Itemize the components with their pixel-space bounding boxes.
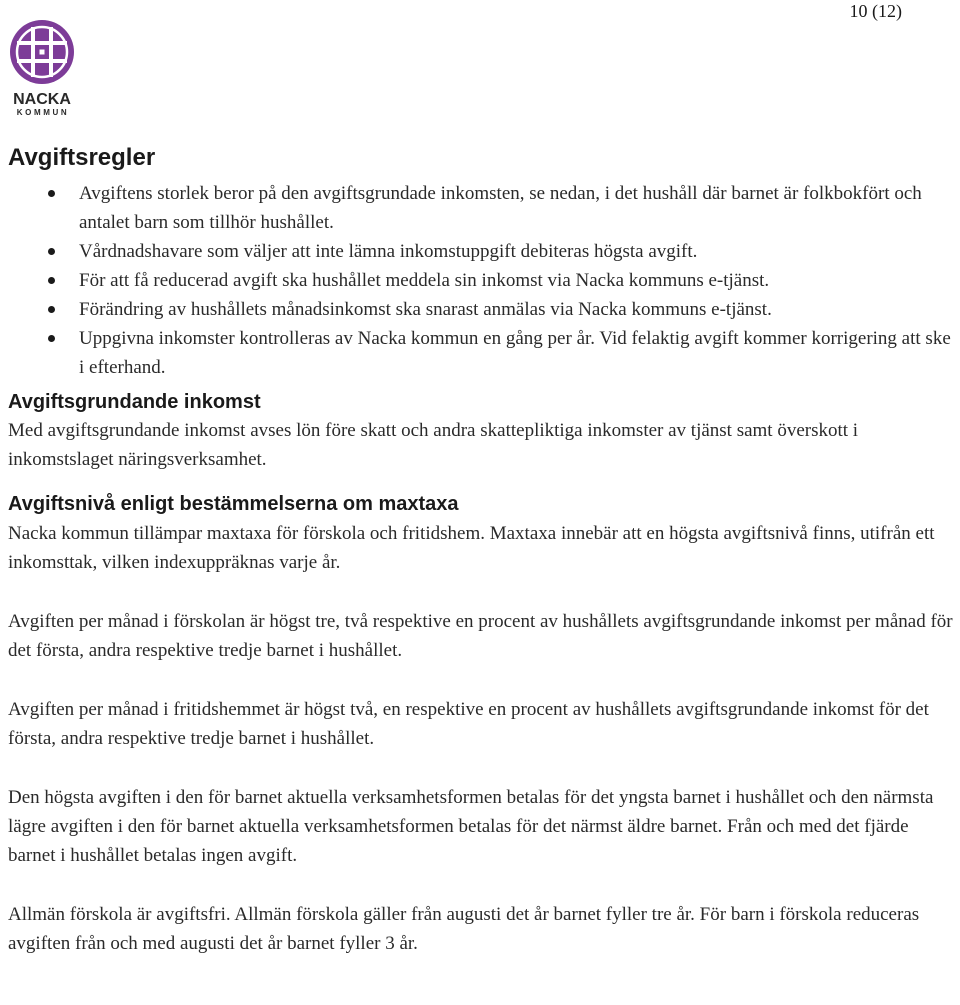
- bullet-icon: [48, 306, 55, 313]
- income-heading: Avgiftsgrundande inkomst: [8, 391, 261, 413]
- bullet-icon: [48, 190, 55, 197]
- maxtaxa-paragraph-4: Den högsta avgiften i den för barnet aktuella verksamhetsformen betalas för det yngsta barnet i hushållet och den närmsta lägre avgiften i den för barnet aktuella verksamhetsformen betalas för det närmst äldre barnet. Från och med det fjärde barnet i hushållet betalas ingen avgift.: [8, 787, 934, 866]
- maxtaxa-paragraph-5: Allmän förskola är avgiftsfri. Allmän förskola gäller från augusti det år barnet fyller tre år. För barn i förskola reduceras avgiften från och med augusti det år barnet fyller 3 år.: [8, 904, 920, 954]
- maxtaxa-paragraph-2: Avgiften per månad i förskolan är högst tre, två respektive en procent av hushållets avgiftsgrundande inkomst per månad för det första, andra respektive tredje barnet i hushållet.: [8, 611, 953, 661]
- income-paragraph: Med avgiftsgrundande inkomst avses lön före skatt och andra skattepliktiga inkomster av tjänst samt överskott i inkomstslaget näringsverksamhet.: [8, 420, 859, 470]
- document-body: [8, 143, 953, 958]
- rules-list: [8, 179, 953, 382]
- bullet-icon: [48, 335, 55, 342]
- nacka-emblem-icon: [7, 18, 77, 88]
- bullet-icon: [48, 277, 55, 284]
- page-number: 10 (12): [849, 1, 902, 21]
- maxtaxa-heading: Avgiftsnivå enligt bestämmelserna om maxtaxa: [8, 493, 459, 515]
- list-item: Uppgivna inkomster kontrolleras av Nacka kommun en gång per år. Vid felaktig avgift kommer korrigering att ske i efterhand.: [8, 324, 953, 382]
- list-item: För att få reducerad avgift ska hushållet meddela sin inkomst via Nacka kommuns e-tjänst.: [8, 266, 953, 295]
- bullet-icon: [48, 248, 55, 255]
- list-item: Förändring av hushållets månadsinkomst ska snarast anmälas via Nacka kommuns e-tjänst.: [8, 295, 953, 324]
- maxtaxa-paragraph-3: Avgiften per månad i fritidshemmet är högst två, en respektive en procent av hushållets avgiftsgrundande inkomst för det första, andra respektive tredje barnet i hushållet.: [8, 699, 929, 749]
- rules-heading: Avgiftsregler: [8, 144, 156, 171]
- maxtaxa-paragraph-1: Nacka kommun tillämpar maxtaxa för förskola och fritidshem. Maxtaxa innebär att en högsta avgiftsnivå finns, utifrån ett inkomsttak, vilken indexuppräknas varje år.: [8, 523, 935, 573]
- logo-subtitle: KOMMUN: [16, 108, 70, 117]
- list-item: Avgiftens storlek beror på den avgiftsgrundade inkomsten, se nedan, i det hushåll där barnet är folkbokfört och antalet barn som tillhör hushållet.: [8, 179, 953, 237]
- logo-wordmark: NACKA: [13, 91, 71, 108]
- nacka-kommun-logo: [7, 18, 77, 118]
- list-item: Vårdnadshavare som väljer att inte lämna inkomstuppgift debiteras högsta avgift.: [8, 237, 953, 266]
